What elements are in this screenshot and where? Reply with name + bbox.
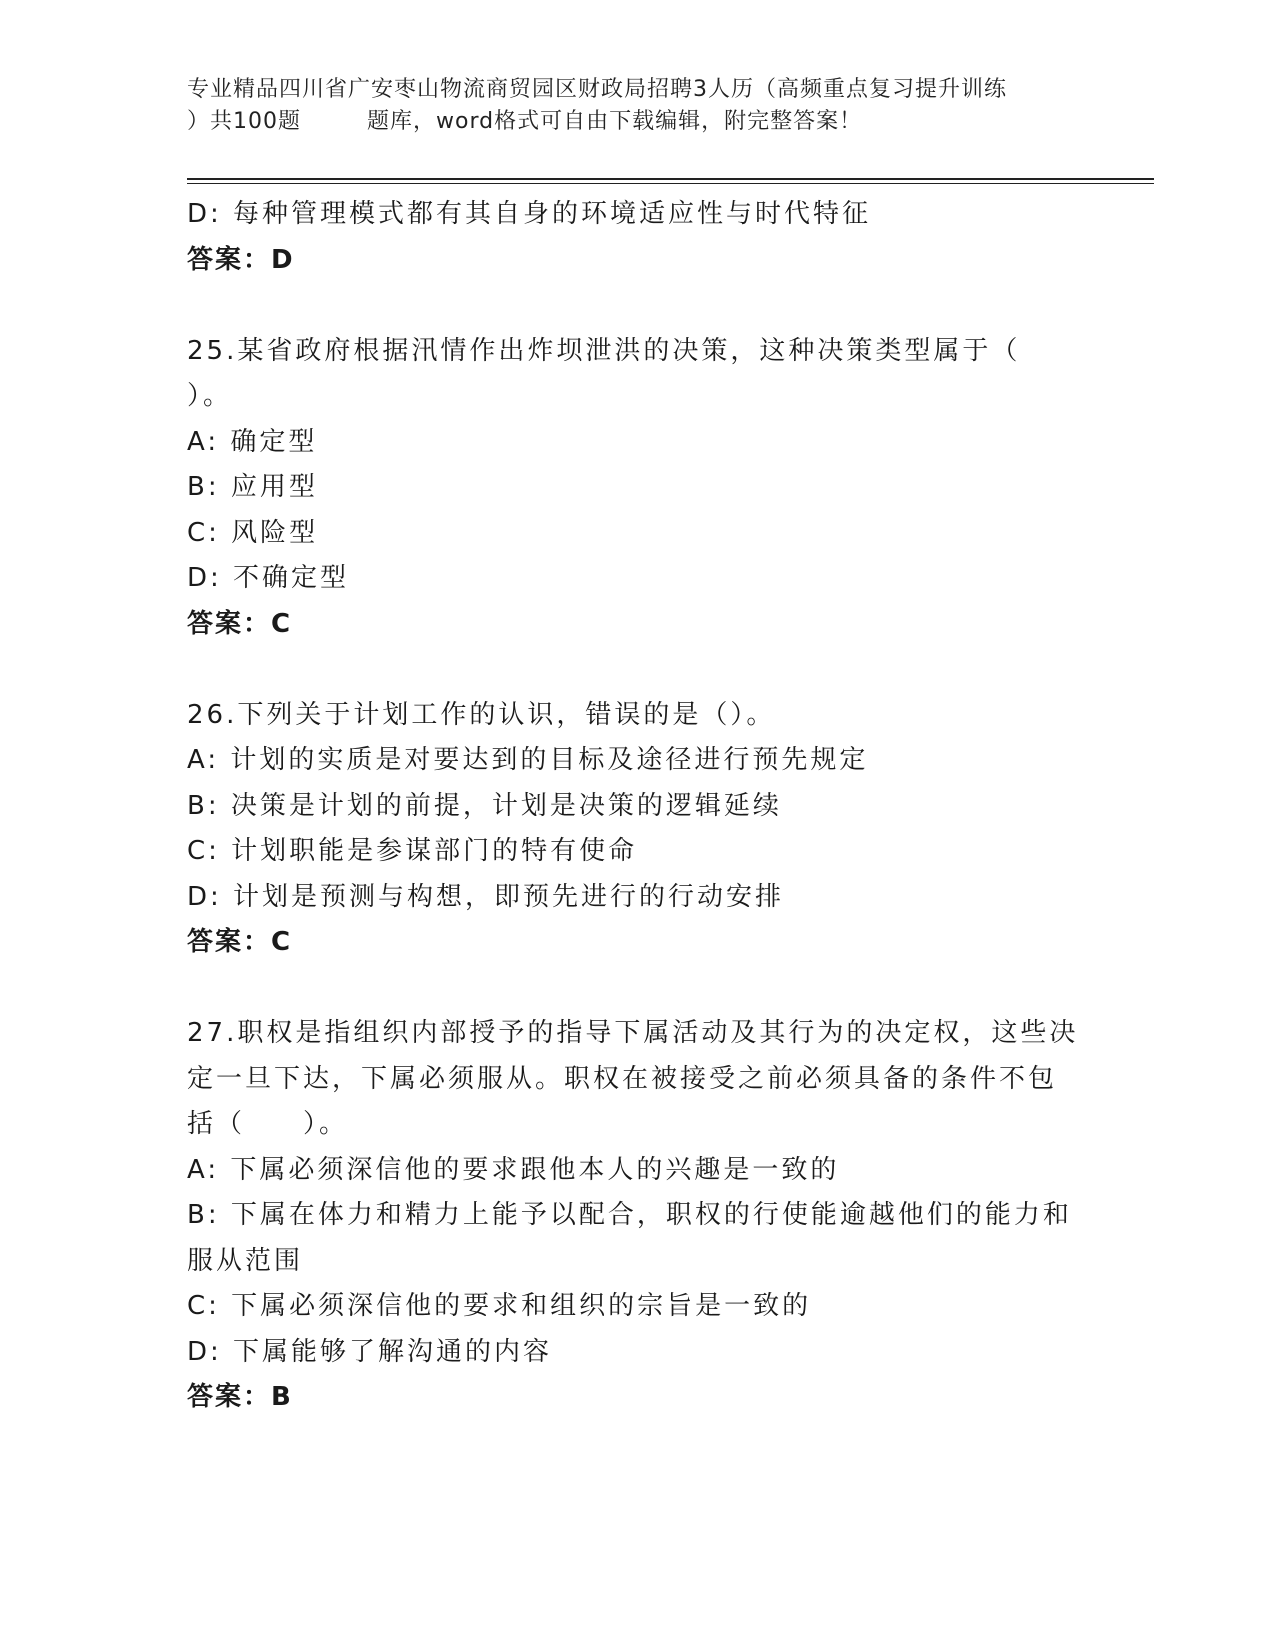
question-27 [187, 1011, 1087, 1421]
option-a: A: 确定型 [187, 426, 318, 457]
document-body [187, 192, 1087, 1421]
option-c: C: 下属必须深信他的要求和组织的宗旨是一致的 [187, 1291, 812, 1321]
option-a: A: 计划的实质是对要达到的目标及途径进行预先规定 [187, 745, 869, 775]
header-line-2-part-2: 题库，word格式可自由下载编辑，附完整答案！ [367, 109, 863, 134]
option-b: B: 应用型 [187, 472, 318, 502]
header-rule-thick [187, 178, 1154, 180]
answer: 答案：C [187, 608, 293, 639]
option-a: A: 下属必须深信他的要求跟他本人的兴趣是一致的 [187, 1154, 840, 1185]
question-stem: 括（ ）。 [187, 1109, 349, 1139]
question-stem: 27.职权是指组织内部授予的指导下属活动及其行为的决定权，这些决 [187, 1018, 1079, 1048]
option-b: B: 下属在体力和精力上能予以配合，职权的行使能逾越他们的能力和 [187, 1200, 1072, 1230]
header-line-2-part-1: ）共100题 [187, 109, 301, 134]
header-rule-thin [187, 183, 1154, 184]
option-d: D: 计划是预测与构想，即预先进行的行动安排 [187, 881, 785, 912]
question-stem: 定一旦下达，下属必须服从。职权在被接受之前必须具备的条件不包 [187, 1063, 1058, 1094]
question-stem: 26.下列关于计划工作的认识，错误的是（）。 [187, 699, 776, 730]
prev-answer: 答案：D [187, 244, 295, 275]
option-c: C: 风险型 [187, 517, 319, 548]
option-b-continued: 服从范围 [187, 1245, 304, 1276]
answer: 答案：B [187, 1382, 293, 1412]
question-stem: 25.某省政府根据汛情作出炸坝泄洪的决策，这种决策类型属于（ [187, 335, 1021, 366]
option-d: D: 下属能够了解沟通的内容 [187, 1336, 553, 1367]
question-26 [187, 693, 1087, 966]
document-header [187, 74, 1087, 138]
header-line-1: 专业精品四川省广安枣山物流商贸园区财政局招聘3人历（高频重点复习提升训练 [187, 77, 1007, 102]
header-line-2 [187, 106, 1087, 138]
option-d: D: 不确定型 [187, 563, 350, 593]
prev-option-d: D: 每种管理模式都有其自身的环境适应性与时代特征 [187, 199, 872, 229]
question-25 [187, 329, 1087, 648]
answer: 答案：C [187, 927, 293, 957]
option-c: C: 计划职能是参谋部门的特有使命 [187, 836, 638, 866]
question-stem: ）。 [187, 381, 233, 411]
option-b: B: 决策是计划的前提，计划是决策的逻辑延续 [187, 790, 782, 821]
